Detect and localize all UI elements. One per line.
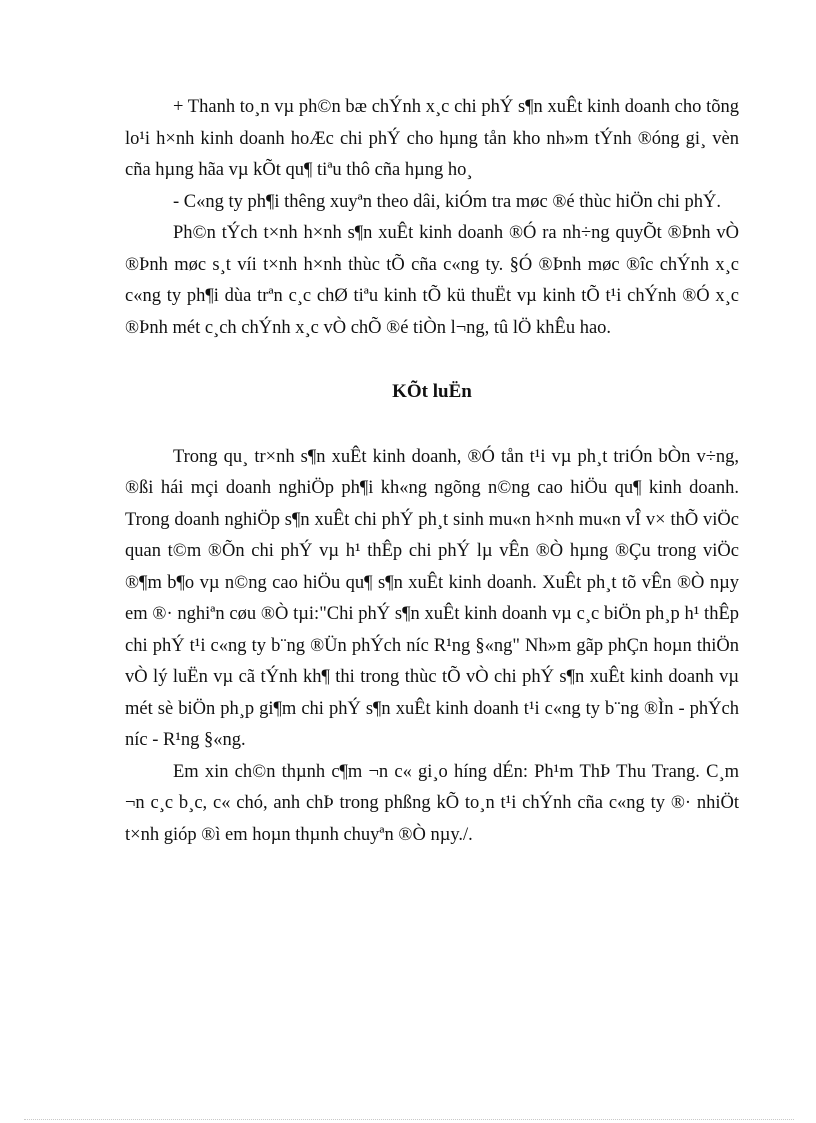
document-body [125, 92, 739, 851]
paragraph-payment-allocation: + Thanh to¸n vµ ph©n bæ chÝnh x¸c chi phÝ s¶n xuÊt kinh doanh cho tõng lo¹i h×nh kinh doanh hoÆc chi phÝ cho hµng tån kho nh»m tÝnh ®óng gi¸ vèn cña hµng hãa vµ kÕt qu¶ tiªu thô cña hµng ho¸ [125, 97, 739, 180]
page-bottom-dotted-line [24, 1119, 794, 1120]
paragraph-acknowledgement: Em xin ch©n thµnh c¶m ¬n c« gi¸o híng dÉn: Ph¹m ThÞ Thu Trang. C¸m ¬n c¸c b¸c, c« chó, anh chÞ trong phßng kÕ to¸n t¹i chÝnh cña c«ng ty ®· nhiÖt t×nh gióp ®ì em hoµn thµnh chuyªn ®Ò nµy./. [125, 761, 739, 845]
paragraph-conclusion-main: Trong qu¸ tr×nh s¶n xuÊt kinh doanh, ®Ó tån t¹i vµ ph¸t triÓn bÒn v÷ng, ®ßi hái mçi doanh nghiÖp ph¶i kh«ng ngõng n©ng cao hiÖu qu¶ kinh doanh. Trong doanh nghiÖp s¶n xuÊt chi phÝ ph¸t sinh mu«n h×nh mu«n vÎ v× thÕ viÖc quan t©m ®Õn chi phÝ vµ h¹ thÊp chi phÝ lµ vÊn ®Ò hµng ®Çu trong viÖc ®¶m b¶o vµ n©ng cao hiÖu qu¶ s¶n xuÊt kinh doanh. XuÊt ph¸t tõ vÊn ®Ò nµy em ®· nghiªn cøu ®Ò tµi:"Chi phÝ s¶n xuÊt kinh doanh vµ c¸c biÖn ph¸p h¹ thÊp chi phÝ t¹i c«ng ty b¨ng ®Ün phÝch níc R¹ng §«ng" Nh»m gãp phÇn hoµn thiÖn vÒ lý luËn vµ cã tÝnh kh¶ thi trong thùc tÕ vÒ chi phÝ s¶n xuÊt kinh doanh vµ mét sè biÖn ph¸p gi¶m chi phÝ s¶n xuÊt kinh doanh t¹i c«ng ty b¨ng ®Ìn - phÝch níc - R¹ng §«ng. [125, 446, 739, 750]
section-heading-conclusion: KÕt luËn [392, 381, 472, 402]
paragraph-production-analysis: Ph©n tÝch t×nh h×nh s¶n xuÊt kinh doanh ®Ó ra nh÷ng quyÕt ®Þnh vÒ ®Þnh møc s¸t víi t×nh h×nh thùc tÕ cña c«ng ty. §Ó ®Þnh møc ®îc chÝnh x¸c c«ng ty ph¶i dùa trªn c¸c chØ tiªu kinh tÕ kü thuËt vµ kinh tÕ t¹i chÝnh ®Ó x¸c ®Þnh mét c¸ch chÝnh x¸c vÒ chÕ ®é tiÒn l¬ng, tû lÖ khÊu hao. [125, 223, 739, 338]
paragraph-cost-monitoring: - C«ng ty ph¶i thêng xuyªn theo dâi, kiÓm tra møc ®é thùc hiÖn chi phÝ. [173, 191, 722, 212]
